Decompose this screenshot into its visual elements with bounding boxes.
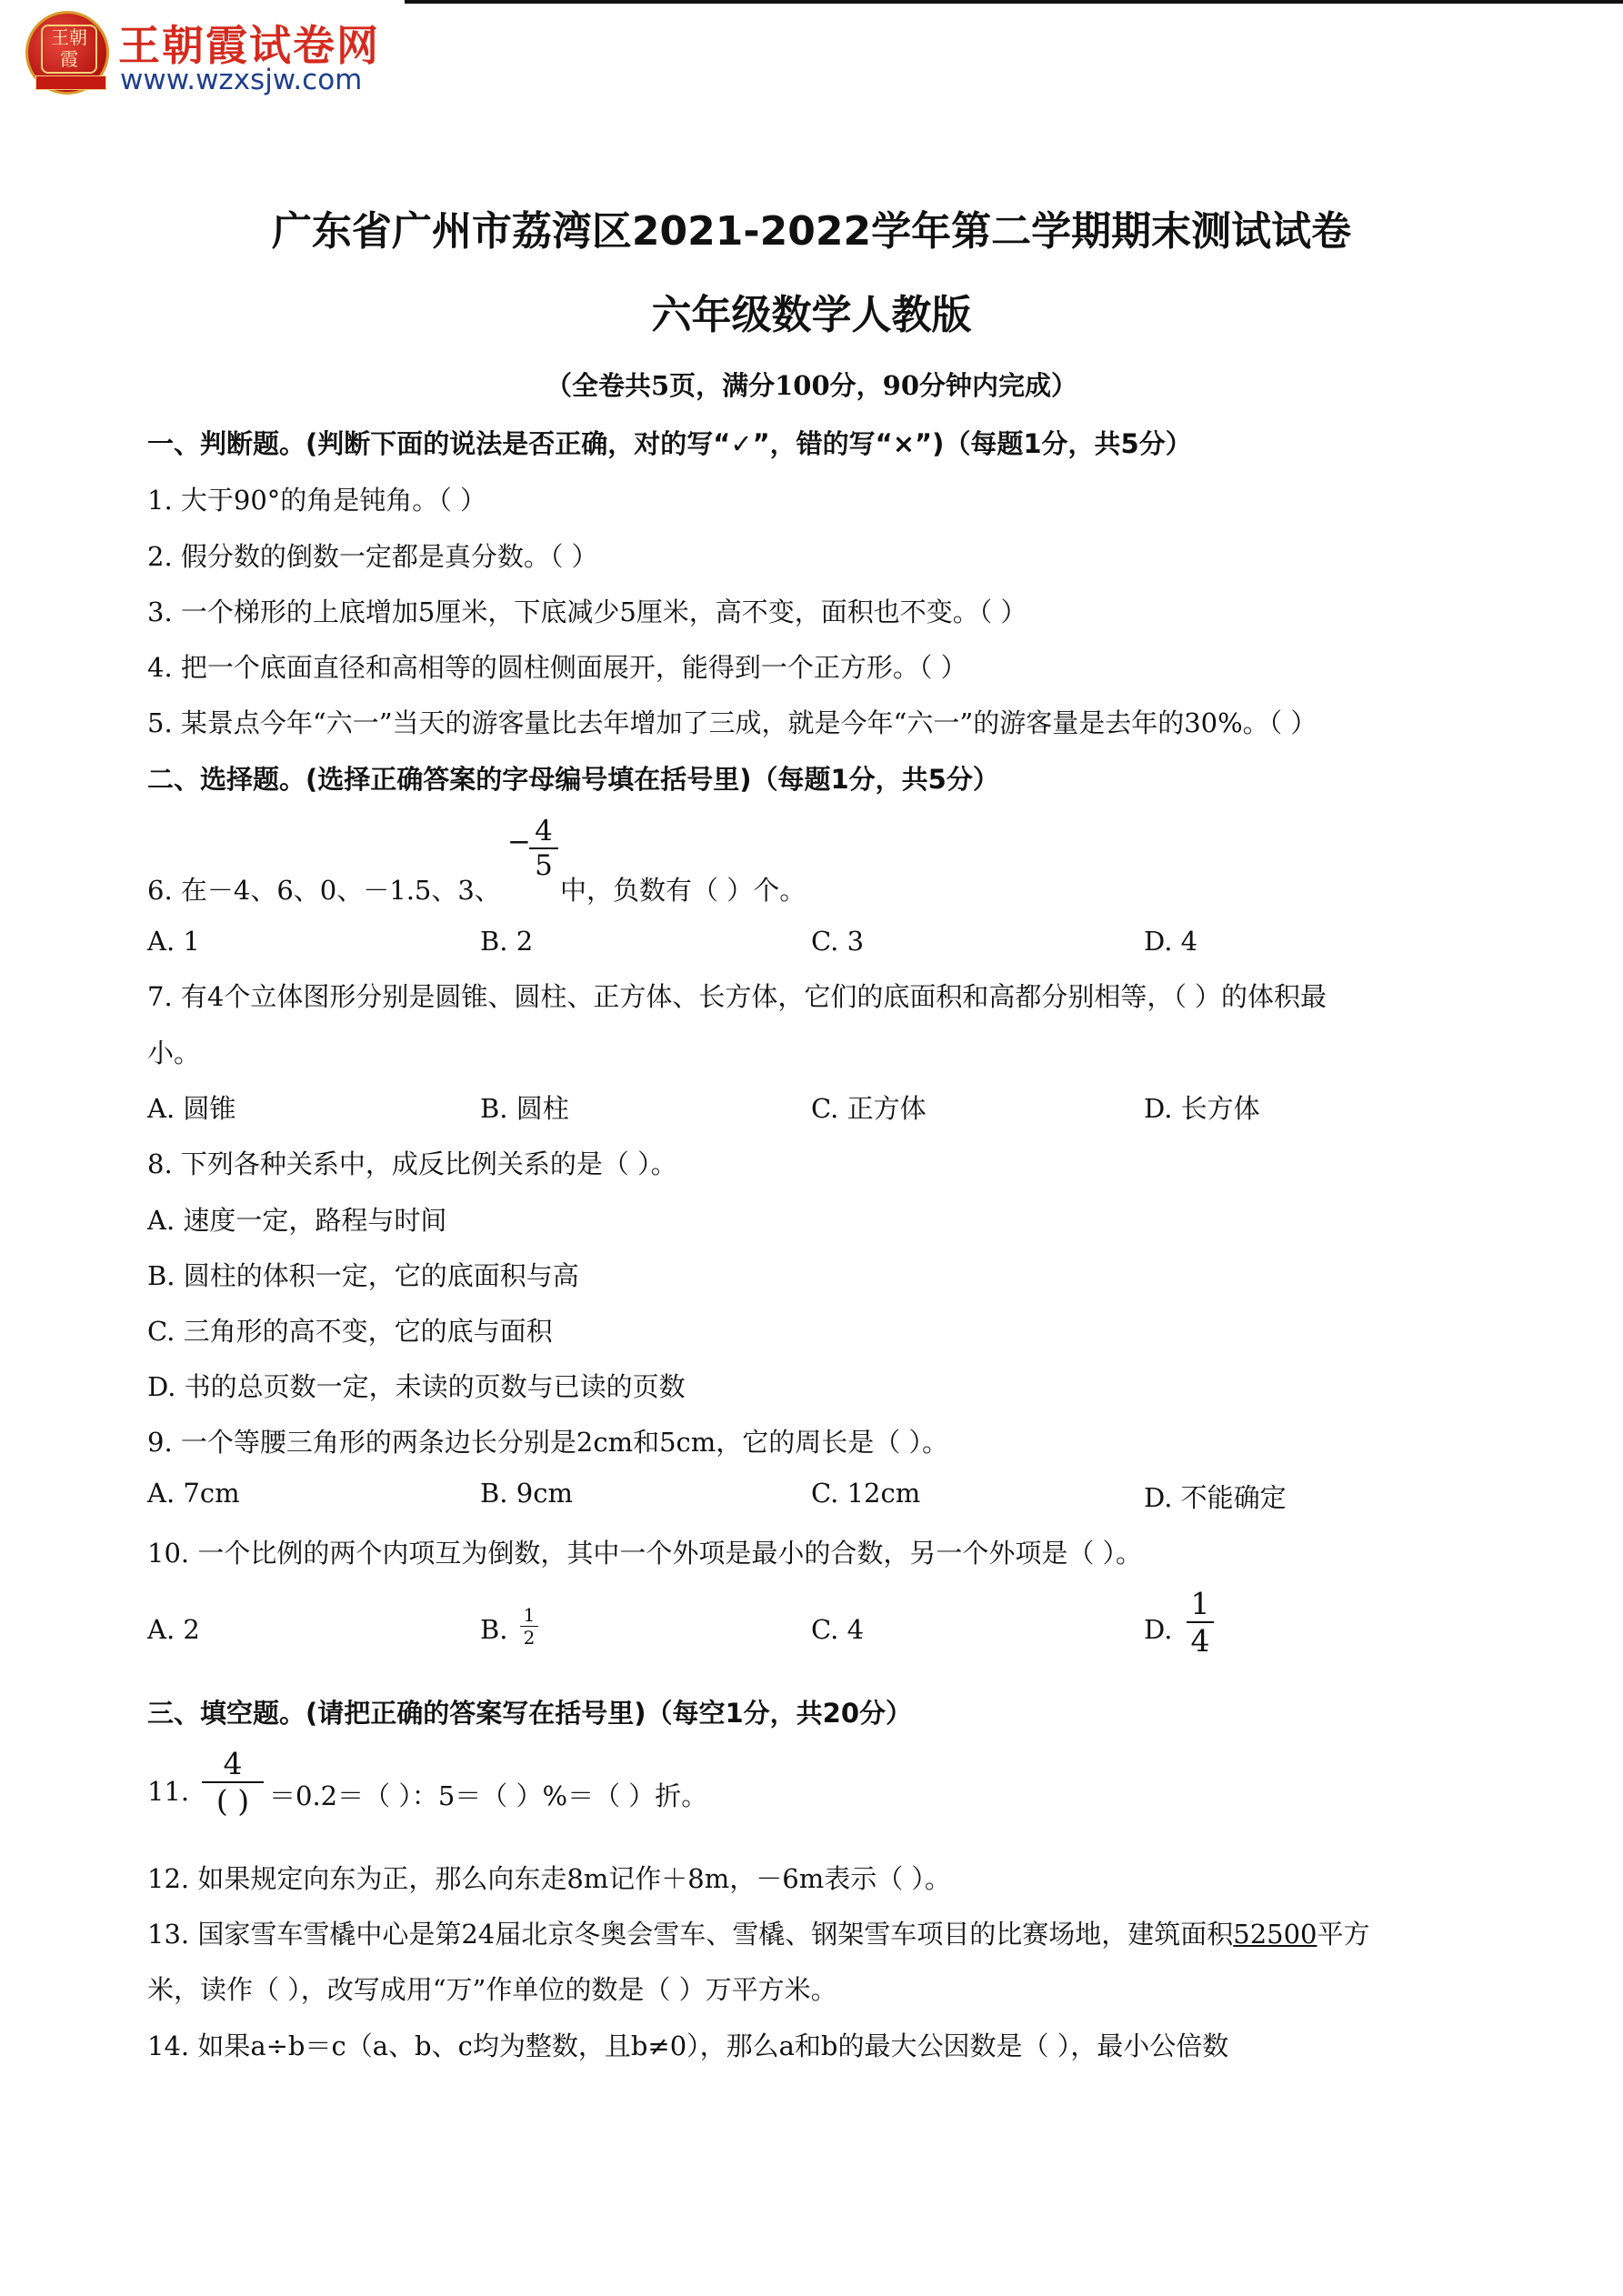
q7-option-b: B. 圆柱	[480, 1093, 569, 1124]
page-title: 广东省广州市荔湾区2021-2022学年第二学期期末测试试卷	[271, 208, 1352, 255]
seal-ribbon	[35, 75, 106, 90]
logo-url: www.wzxsjw.com	[120, 64, 363, 96]
q6-option-c: C. 3	[811, 926, 865, 957]
question-6-stem-post: 中，负数有（ ）个。	[560, 875, 806, 906]
question-3: 3. 一个梯形的上底增加5厘米，下底减少5厘米，高不变，面积也不变。（ ）	[147, 597, 1027, 627]
question-6-fraction-sign: −	[507, 826, 531, 858]
question-11-label: 11.	[147, 1776, 190, 1807]
question-8: 8. 下列各种关系中，成反比例关系的是（ ）。	[147, 1148, 677, 1179]
q8-option-a: A. 速度一定，路程与时间	[147, 1205, 447, 1236]
q9-option-b: B. 9cm	[480, 1478, 573, 1509]
q10-option-a: A. 2	[147, 1614, 200, 1645]
q10-option-b-label: B.	[480, 1614, 508, 1645]
exam-info: （全卷共5页，满分100分，90分钟内完成）	[545, 370, 1078, 401]
section2-heading: 二、选择题。(选择正确答案的字母编号填在括号里)（每题1分，共5分）	[147, 764, 999, 795]
site-logo	[25, 11, 407, 102]
question-6-fraction	[529, 815, 558, 882]
q13-text-post: 平方	[1317, 1919, 1370, 1950]
question-2: 2. 假分数的倒数一定都是真分数。（ ）	[147, 541, 598, 572]
question-7-line1: 7. 有4个立体图形分别是圆锥、圆柱、正方体、长方体，它们的底面积和高都分别相等，（ ）的体积最	[147, 981, 1327, 1012]
question-9: 9. 一个等腰三角形的两条边长分别是2cm和5cm，它的周长是（ ）。	[147, 1427, 948, 1458]
question-7-line2: 小。	[147, 1038, 201, 1068]
q11-num: 4	[223, 1746, 243, 1781]
question-11-fraction	[202, 1746, 264, 1819]
question-10: 10. 一个比例的两个内项互为倒数，其中一个外项是最小的合数，另一个外项是（ ）。	[147, 1538, 1143, 1569]
q11-den: ( )	[215, 1783, 250, 1819]
q10-b-num: 1	[523, 1604, 536, 1626]
question-6-fraction-num: 4	[535, 815, 553, 847]
q10-d-num: 1	[1190, 1586, 1210, 1621]
question-13-line1	[147, 1914, 1370, 1951]
top-rule	[405, 0, 1623, 4]
q6-option-b: B. 2	[480, 926, 534, 957]
q10-option-b-fraction	[520, 1604, 538, 1649]
seal-icon	[25, 11, 109, 95]
question-6-fraction-den: 5	[535, 849, 553, 882]
section3-heading: 三、填空题。(请把正确的答案写在括号里)（每空1分，共20分）	[147, 1698, 913, 1729]
q13-area-number: 52500	[1233, 1919, 1317, 1950]
question-11-rest: ＝0.2＝（ ）：5＝（ ）%＝（ ）折。	[269, 1780, 708, 1811]
q10-b-den: 2	[523, 1627, 536, 1649]
q9-option-d: D. 不能确定	[1144, 1482, 1287, 1513]
question-14: 14. 如果a÷b＝c（a、b、c均为整数，且b≠0），那么a和b的最大公因数是（ ），最小公倍数	[147, 2030, 1229, 2061]
q13-text-pre: 13. 国家雪车雪橇中心是第24届北京冬奥会雪车、雪橇、钢架雪车项目的比赛场地，建筑面积	[147, 1919, 1234, 1950]
q9-option-c: C. 12cm	[811, 1478, 921, 1509]
question-5: 5. 某景点今年“六一”当天的游客量比去年增加了三成，就是今年“六一”的游客量是去年的30%。（ ）	[147, 707, 1317, 738]
q8-option-d: D. 书的总页数一定，未读的页数与已读的页数	[147, 1371, 686, 1402]
q10-d-den: 4	[1190, 1623, 1210, 1659]
q8-option-c: C. 三角形的高不变，它的底与面积	[147, 1316, 553, 1347]
question-12: 12. 如果规定向东为正，那么向东走8m记作＋8m，－6m表示（ ）。	[147, 1863, 951, 1894]
q7-option-d: D. 长方体	[1144, 1093, 1260, 1124]
question-4: 4. 把一个底面直径和高相等的圆柱侧面展开，能得到一个正方形。（ ）	[147, 652, 967, 683]
q6-option-a: A. 1	[147, 926, 200, 957]
q10-option-d-label: D.	[1144, 1614, 1173, 1645]
question-6-stem-pre: 6. 在－4、6、0、－1.5、3、	[147, 875, 501, 906]
question-1: 1. 大于90°的角是钝角。（ ）	[147, 485, 487, 516]
logo-name: 王朝霞试卷网	[118, 21, 380, 70]
q6-option-d: D. 4	[1144, 926, 1198, 957]
q8-option-b: B. 圆柱的体积一定，它的底面积与高	[147, 1260, 579, 1291]
seal-text: 王朝霞	[41, 25, 97, 74]
q9-option-a: A. 7cm	[147, 1478, 240, 1509]
q7-option-a: A. 圆锥	[147, 1093, 236, 1124]
question-13-line2: 米，读作（ ），改写成用“万”作单位的数是（ ）万平方米。	[147, 1974, 837, 2005]
q7-option-c: C. 正方体	[811, 1093, 927, 1124]
page-subtitle: 六年级数学人教版	[651, 292, 972, 338]
q10-option-d-fraction	[1187, 1586, 1214, 1659]
section1-heading: 一、判断题。(判断下面的说法是否正确，对的写“✓”，错的写“×”)（每题1分，共5分）	[147, 428, 1192, 459]
q10-option-c: C. 4	[811, 1614, 865, 1645]
